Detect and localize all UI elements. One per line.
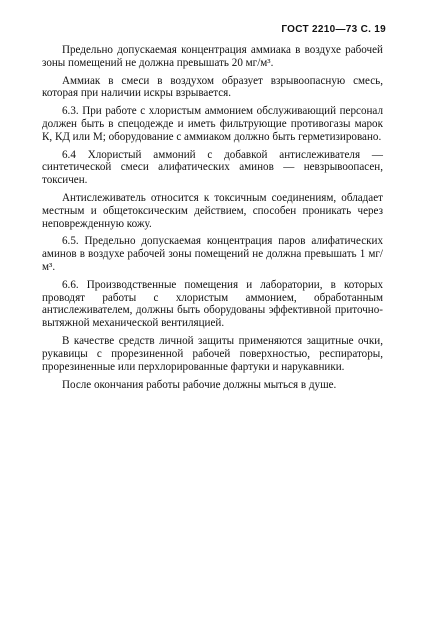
paragraph: После окончания работы рабочие должны мыться в душе.	[62, 379, 337, 392]
paragraph: 6.6. Производственные помещения и лаборатории, в которых проводят работы с хлористым аммонием, обработанным антислеживателем, должны быть оборудованы эффективной приточно-вытяжной механической вентиляцией.	[42, 278, 383, 330]
paragraph: Предельно допускаемая концентрация аммиака в воздухе рабочей зоны помещений не должна превышать 20 мг/м³.	[42, 44, 383, 69]
paragraph: 6.3. При работе с хлористым аммонием обслуживающий персонал должен быть в спецодежде и иметь фильтрующие противогазы марок К, КД или М; оборудование с аммиаком должно быть герметизировано.	[42, 105, 383, 143]
page-number: С. 19	[360, 24, 386, 35]
paragraph: 6.4 Хлористый аммоний с добавкой антислеживателя — синтетической смеси алифатических аминов — невзрывоопасен, токсичен.	[42, 148, 383, 187]
standard-number: ГОСТ 2210—73	[281, 24, 358, 35]
paragraph: Аммиак в смеси в воздухом образует взрывоопасную смесь, которая при наличии искры взрывается.	[42, 74, 383, 100]
body-text	[42, 44, 383, 397]
paragraph: Антислеживатель относится к токсичным соединениям, обладает местным и общетоксическим действием, способен проникать через неповрежденную кожу.	[42, 191, 383, 230]
paragraph: В качестве средств личной защиты применяются защитные очки, рукавицы с прорезиненной рабочей поверхностью, респираторы, прорезиненные или перхлорированные фартуки и нарукавники.	[42, 334, 383, 373]
paragraph: 6.5. Предельно допускаемая концентрация паров алифатических аминов в воздухе рабочей зоны помещений не должна превышать 1 мг/м³.	[42, 235, 383, 273]
page-header	[281, 24, 386, 35]
